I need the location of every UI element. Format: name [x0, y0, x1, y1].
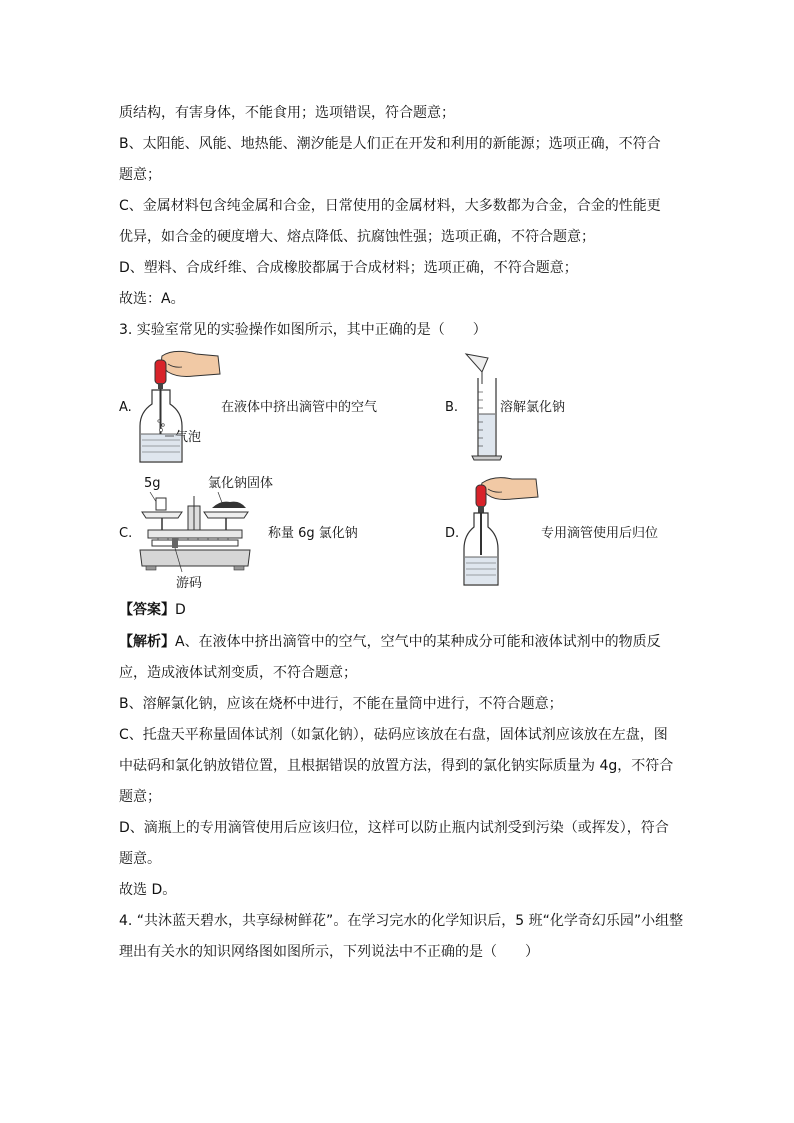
- analysis-line: 中砝码和氯化钠放错位置，且根据错误的放置方法，得到的氯化钠实际质量为 4g，不符合: [119, 758, 674, 774]
- text-line: 优异，如合金的硬度增大、熔点降低、抗腐蚀性强；选项正确，不符合题意；: [119, 229, 595, 245]
- option-c-caption: 称量 6g 氯化钠: [268, 526, 358, 541]
- question-4-stem: 4. “共沐蓝天碧水，共享绿树鲜花”。在学习完水的化学知识后，5 班“化学奇幻乐园”小组整: [119, 913, 684, 929]
- text-line: B、太阳能、风能、地热能、潮汐能是人们正在开发和利用的新能源；选项正确，不符合: [119, 136, 661, 152]
- question-3-stem: 3. 实验室常见的实验操作如图所示，其中正确的是（ ）: [119, 322, 487, 338]
- analysis-line: [119, 632, 661, 652]
- option-a-letter: A.: [119, 400, 132, 415]
- option-d-caption: 专用滴管使用后归位: [541, 526, 659, 541]
- answer-line: [119, 600, 186, 620]
- text-line: 故选：A。: [119, 291, 185, 307]
- option-a-caption: 在液体中挤出滴管中的空气: [221, 400, 378, 415]
- option-d-letter: D.: [445, 526, 460, 541]
- analysis-tag: 【解析】: [119, 634, 175, 650]
- option-c-letter: C.: [119, 526, 133, 541]
- option-a-figure: [134, 350, 224, 468]
- text-line: C、金属材料包含纯金属和合金，日常使用的金属材料，大多数都为合金，合金的性能更: [119, 198, 661, 214]
- text-line: 质结构，有害身体，不能食用；选项错误，符合题意；: [119, 105, 455, 121]
- option-c-solid-label: 氯化钠固体: [208, 476, 274, 491]
- text-line: 题意；: [119, 167, 161, 183]
- analysis-line: 故选 D。: [119, 882, 177, 898]
- answer-tag: 【答案】: [119, 602, 175, 618]
- option-b-figure: [462, 352, 502, 464]
- analysis-line: B、溶解氯化钠，应该在烧杯中进行，不能在量筒中进行，不符合题意；: [119, 696, 563, 712]
- option-c-rider-label: 游码: [176, 576, 203, 591]
- option-d-figure: [462, 475, 542, 589]
- analysis-line: 题意。: [119, 851, 161, 867]
- option-a-bubble-label: 气泡: [175, 430, 202, 445]
- text-line: D、塑料、合成纤维、合成橡胶都属于合成材料；选项正确，不符合题意；: [119, 260, 578, 276]
- option-c-mass-label: 5g: [144, 476, 161, 491]
- analysis-line: 应，造成液体试剂变质，不符合题意；: [119, 665, 357, 681]
- analysis-line: 题意；: [119, 789, 161, 805]
- analysis-line: C、托盘天平称量固体试剂（如氯化钠），砝码应该放在右盘，固体试剂应该放在左盘，图: [119, 727, 668, 743]
- analysis-text: A、在液体中挤出滴管中的空气，空气中的某种成分可能和液体试剂中的物质反: [175, 634, 661, 650]
- option-b-caption: 溶解氯化钠: [500, 400, 566, 415]
- question-4-stem: 理出有关水的知识网络图如图所示，下列说法中不正确的是（ ）: [119, 944, 539, 960]
- analysis-line: D、滴瓶上的专用滴管使用后应该归位，这样可以防止瓶内试剂受到污染（或挥发），符合: [119, 820, 669, 836]
- option-b-letter: B.: [445, 400, 459, 415]
- option-c-balance-figure: [138, 492, 253, 576]
- answer-value: D: [175, 602, 186, 618]
